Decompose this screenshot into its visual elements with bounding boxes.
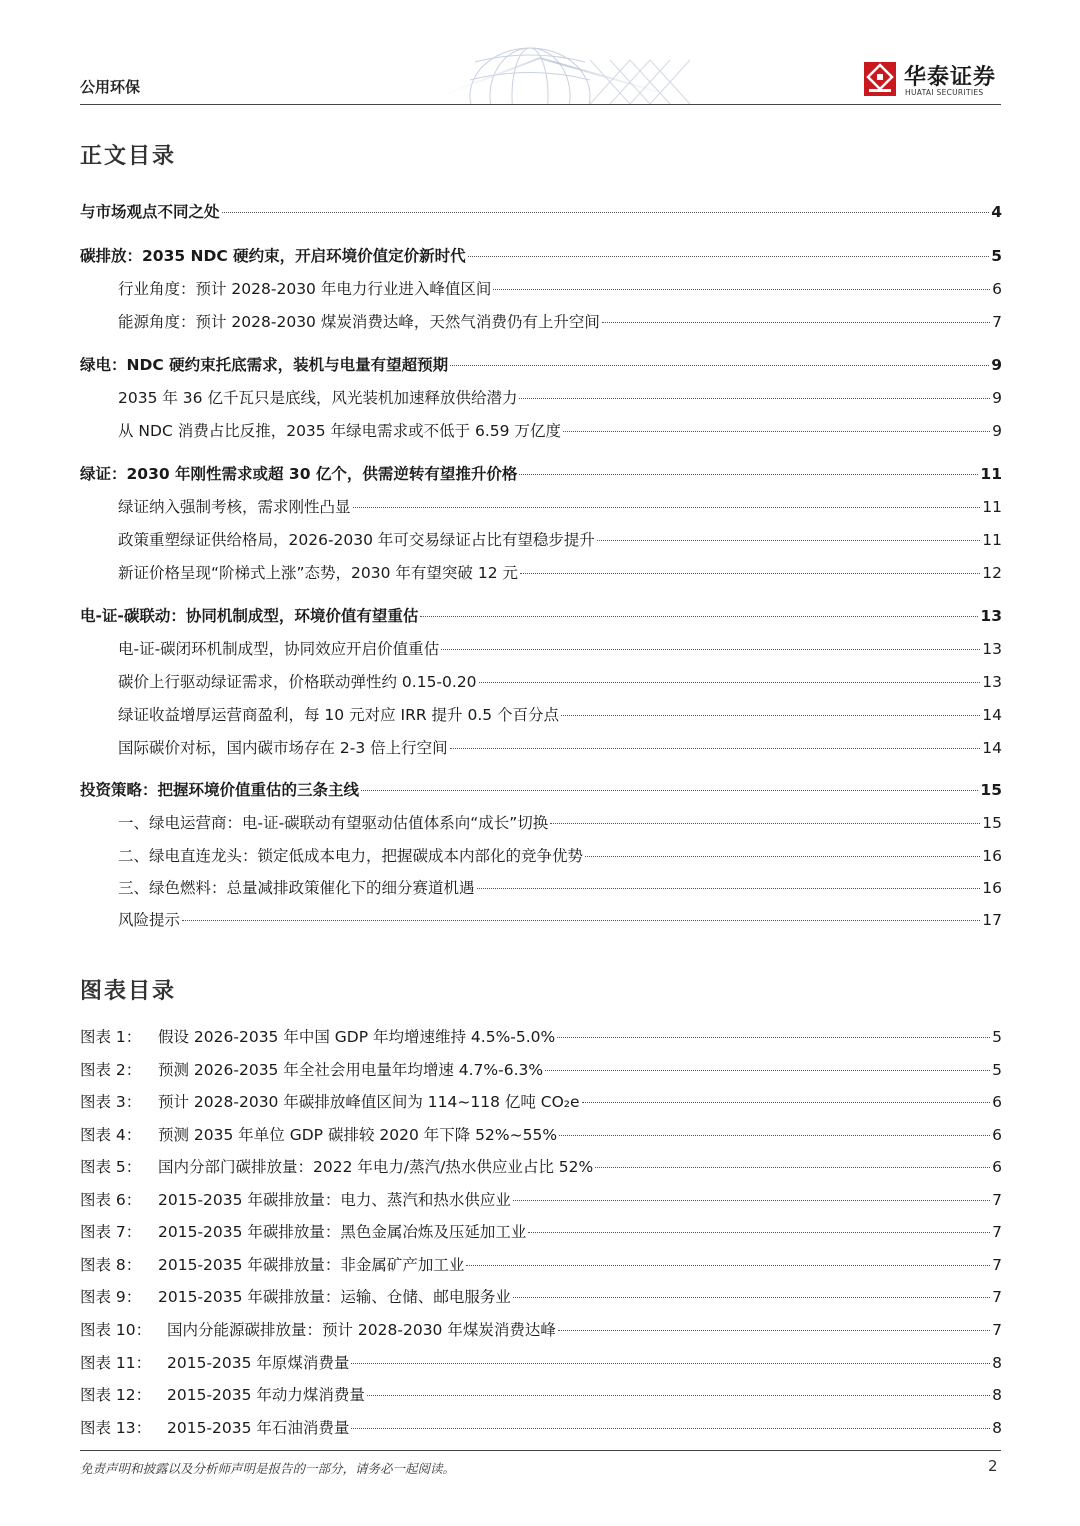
figure-entry-title: 2015-2035 年动力煤消费量 <box>167 1386 365 1404</box>
figure-entry[interactable] <box>80 1285 1002 1307</box>
toc-entry[interactable] <box>80 462 1002 484</box>
toc-entry-page: 4 <box>991 203 1002 221</box>
toc-entry-page: 11 <box>982 531 1002 549</box>
toc-entry[interactable] <box>80 778 1002 800</box>
toc-entry-page: 6 <box>992 280 1002 298</box>
figure-entry[interactable] <box>80 1416 1002 1438</box>
figure-entry-page: 7 <box>992 1321 1002 1339</box>
toc-entry-title: 绿证收益增厚运营商盈利，每 10 元对应 IRR 提升 0.5 个百分点 <box>118 706 560 724</box>
figure-label: 图表 6： <box>80 1191 142 1209</box>
toc-entry-title: 绿证纳入强制考核，需求刚性凸显 <box>118 498 351 516</box>
figure-entry-title: 国内分部门碳排放量：2022 年电力/蒸汽/热水供应业占比 52% <box>158 1158 594 1176</box>
figure-leader <box>513 1297 990 1298</box>
toc-leader <box>450 365 989 366</box>
figure-label: 图表 2： <box>80 1061 142 1079</box>
toc-leader <box>222 212 990 213</box>
toc-leader <box>420 616 978 617</box>
toc-entry[interactable] <box>118 419 1002 441</box>
toc-entry-page: 11 <box>982 498 1002 516</box>
figure-entry[interactable] <box>80 1253 1002 1275</box>
figure-leader <box>595 1167 990 1168</box>
toc-entry-page: 5 <box>991 247 1002 265</box>
figure-entry-title: 假设 2026-2035 年中国 GDP 年均增速维持 4.5%-5.0% <box>158 1028 556 1046</box>
toc-entry-page: 13 <box>980 607 1002 625</box>
toc-entry-title: 新证价格呈现“阶梯式上涨”态势，2030 年有望突破 12 元 <box>118 564 519 582</box>
huatai-logo-icon <box>864 62 896 96</box>
toc-leader <box>353 507 981 508</box>
figure-label: 图表 5： <box>80 1158 142 1176</box>
figure-leader <box>351 1363 990 1364</box>
toc-entry-title: 一、绿电运营商：电-证-碳联动有望驱动估值体系向“成长”切换 <box>118 814 549 832</box>
toc-entry-title: 风险提示 <box>118 911 181 929</box>
toc-entry-page: 14 <box>982 706 1002 724</box>
toc-entry-page: 9 <box>992 422 1002 440</box>
toc-entry-page: 9 <box>992 389 1002 407</box>
toc-entry[interactable] <box>118 277 1002 299</box>
toc-entry-title: 三、绿色燃料：总量减排政策催化下的细分赛道机遇 <box>118 879 475 897</box>
toc-entry-page: 13 <box>982 640 1002 658</box>
sector-label: 公用环保 <box>80 78 141 96</box>
figure-entry[interactable] <box>80 1025 1002 1047</box>
figure-entry-page: 7 <box>992 1223 1002 1241</box>
toc-entry-title: 行业角度：预计 2028-2030 年电力行业进入峰值区间 <box>118 280 492 298</box>
toc-entry[interactable] <box>80 604 1002 626</box>
toc-entry-page: 16 <box>982 879 1002 897</box>
figure-entry-page: 6 <box>992 1126 1002 1144</box>
toc-entry-page: 16 <box>982 847 1002 865</box>
figure-entry-title: 2015-2035 年碳排放量：电力、蒸汽和热水供应业 <box>158 1191 511 1209</box>
toc-entry[interactable] <box>80 353 1002 375</box>
figure-entry-page: 6 <box>992 1093 1002 1111</box>
toc-entry-title: 电-证-碳闭环机制成型，协同效应开启价值重估 <box>118 640 440 658</box>
figure-entry-title: 国内分能源碳排放量：预计 2028-2030 年煤炭消费达峰 <box>167 1321 556 1339</box>
toc-leader <box>520 573 980 574</box>
toc-entry-page: 12 <box>982 564 1002 582</box>
header-divider <box>80 104 1001 105</box>
footer-disclaimer: 免责声明和披露以及分析师声明是报告的一部分，请务必一起阅读。 <box>80 1461 456 1476</box>
figure-entry-page: 8 <box>992 1419 1002 1437</box>
toc-entry-page: 9 <box>991 356 1002 374</box>
toc-leader <box>585 856 980 857</box>
toc-leader <box>519 398 990 399</box>
figure-label: 图表 3： <box>80 1093 142 1111</box>
toc-entry[interactable] <box>118 736 1002 758</box>
figure-leader <box>557 1037 990 1038</box>
figure-entry-page: 5 <box>992 1061 1002 1079</box>
toc-entry-title: 国际碳价对标，国内碳市场存在 2-3 倍上行空间 <box>118 739 448 757</box>
toc-entry[interactable] <box>118 703 1002 725</box>
toc-entry-title: 与市场观点不同之处 <box>80 203 220 221</box>
figure-label: 图表 11： <box>80 1354 152 1372</box>
toc-entry-title: 电-证-碳联动：协同机制成型，环境价值有望重估 <box>80 607 419 625</box>
figure-leader <box>351 1428 990 1429</box>
figure-entry-page: 5 <box>992 1028 1002 1046</box>
toc-entry-title: 碳排放：2035 NDC 硬约束，开启环境价值定价新时代 <box>80 247 466 265</box>
figure-entry[interactable] <box>80 1155 1002 1177</box>
figure-entry-title: 2015-2035 年碳排放量：黑色金属冶炼及压延加工业 <box>158 1223 527 1241</box>
toc-leader <box>493 289 990 290</box>
toc-entry[interactable] <box>118 908 1002 930</box>
toc-entry[interactable] <box>118 844 1002 866</box>
figure-label: 图表 8： <box>80 1256 142 1274</box>
figure-entry[interactable] <box>80 1318 1002 1340</box>
toc-leader <box>450 748 981 749</box>
toc-leader <box>477 888 981 889</box>
toc-entry[interactable] <box>118 670 1002 692</box>
toc-entry[interactable] <box>118 561 1002 583</box>
toc-leader <box>468 256 990 257</box>
figure-label: 图表 13： <box>80 1419 152 1437</box>
figure-leader <box>582 1102 991 1103</box>
toc-leader <box>602 322 990 323</box>
footer-divider <box>80 1450 1001 1451</box>
toc-leader <box>361 790 978 791</box>
figure-entry-title: 2015-2035 年碳排放量：运输、仓储、邮电服务业 <box>158 1288 511 1306</box>
toc-entry[interactable] <box>118 495 1002 517</box>
toc-entry-title: 绿电：NDC 硬约束托底需求，装机与电量有望超预期 <box>80 356 449 374</box>
toc-leader <box>519 474 978 475</box>
figure-leader <box>559 1135 990 1136</box>
figure-leader <box>545 1070 990 1071</box>
figure-label: 图表 10： <box>80 1321 152 1339</box>
toc-leader <box>182 920 980 921</box>
toc-entry[interactable] <box>118 637 1002 659</box>
figure-entry-title: 预测 2035 年单位 GDP 碳排较 2020 年下降 52%~55% <box>158 1126 558 1144</box>
figure-leader <box>513 1200 990 1201</box>
toc-entry-title: 能源角度：预计 2028-2030 煤炭消费达峰，天然气消费仍有上升空间 <box>118 313 600 331</box>
globe-decoration <box>420 40 700 104</box>
toc-leader <box>561 715 980 716</box>
toc-entry-title: 2035 年 36 亿千瓦只是底线，风光装机加速释放供给潜力 <box>118 389 518 407</box>
toc-leader <box>597 540 980 541</box>
figures-title: 图表目录 <box>80 979 177 1004</box>
toc-entry[interactable] <box>118 310 1002 332</box>
toc-entry-page: 11 <box>980 465 1002 483</box>
toc-entry-title: 碳价上行驱动绿证需求，价格联动弹性约 0.15-0.20 <box>118 673 477 691</box>
brand-name-cn: 华泰证券 <box>904 65 997 90</box>
toc-entry-title: 从 NDC 消费占比反推，2035 年绿电需求或不低于 6.59 万亿度 <box>118 422 561 440</box>
figure-entry-title: 预计 2028-2030 年碳排放峰值区间为 114~118 亿吨 CO₂e <box>158 1093 580 1111</box>
toc-entry-title: 二、绿电直连龙头：锁定低成本电力，把握碳成本内部化的竞争优势 <box>118 847 584 865</box>
toc-entry-title: 绿证：2030 年刚性需求或超 30 亿个，供需逆转有望推升价格 <box>80 465 518 483</box>
toc-entry[interactable] <box>118 528 1002 550</box>
figure-leader <box>528 1232 990 1233</box>
brand-name-en: HUATAI SECURITIES <box>905 88 984 97</box>
figure-entry[interactable] <box>80 1058 1002 1080</box>
toc-leader <box>479 682 981 683</box>
page-number: 2 <box>988 1457 998 1475</box>
figure-entry[interactable] <box>80 1123 1002 1145</box>
figure-leader <box>558 1330 990 1331</box>
figure-label: 图表 7： <box>80 1223 142 1241</box>
toc-entry[interactable] <box>80 200 1002 222</box>
figure-entry-page: 8 <box>992 1354 1002 1372</box>
figure-entry-title: 预测 2026-2035 年全社会用电量年均增速 4.7%-6.3% <box>158 1061 544 1079</box>
toc-entry-page: 17 <box>982 911 1002 929</box>
figure-entry-page: 7 <box>992 1191 1002 1209</box>
toc-entry-page: 13 <box>982 673 1002 691</box>
figure-entry[interactable] <box>80 1090 1002 1112</box>
figure-entry-page: 6 <box>992 1158 1002 1176</box>
figure-entry-title: 2015-2035 年原煤消费量 <box>167 1354 350 1372</box>
toc-title: 正文目录 <box>80 144 177 169</box>
toc-entry-title: 政策重塑绿证供给格局，2026-2030 年可交易绿证占比有望稳步提升 <box>118 531 595 549</box>
toc-entry[interactable] <box>118 386 1002 408</box>
toc-entry-page: 15 <box>982 814 1002 832</box>
figure-entry-page: 8 <box>992 1386 1002 1404</box>
toc-entry-page: 14 <box>982 739 1002 757</box>
figure-entry-page: 7 <box>992 1288 1002 1306</box>
toc-entry[interactable] <box>118 811 1002 833</box>
figure-entry-page: 7 <box>992 1256 1002 1274</box>
toc-leader <box>550 823 980 824</box>
toc-entry[interactable] <box>118 876 1002 898</box>
figure-entry[interactable] <box>80 1220 1002 1242</box>
toc-entry-page: 15 <box>980 781 1002 799</box>
toc-leader <box>563 431 990 432</box>
toc-entry[interactable] <box>80 244 1002 266</box>
figure-leader <box>367 1395 990 1396</box>
toc-entry-title: 投资策略：把握环境价值重估的三条主线 <box>80 781 360 799</box>
toc-entry-page: 7 <box>992 313 1002 331</box>
brand-logo <box>864 60 1004 100</box>
figure-label: 图表 9： <box>80 1288 142 1306</box>
figure-label: 图表 4： <box>80 1126 142 1144</box>
figure-leader <box>466 1265 990 1266</box>
figure-entry[interactable] <box>80 1351 1002 1373</box>
figure-label: 图表 12： <box>80 1386 152 1404</box>
toc-leader <box>441 649 980 650</box>
figure-label: 图表 1： <box>80 1028 142 1046</box>
figure-entry[interactable] <box>80 1383 1002 1405</box>
figure-entry-title: 2015-2035 年碳排放量：非金属矿产加工业 <box>158 1256 465 1274</box>
figure-entry-title: 2015-2035 年石油消费量 <box>167 1419 350 1437</box>
figure-entry[interactable] <box>80 1188 1002 1210</box>
